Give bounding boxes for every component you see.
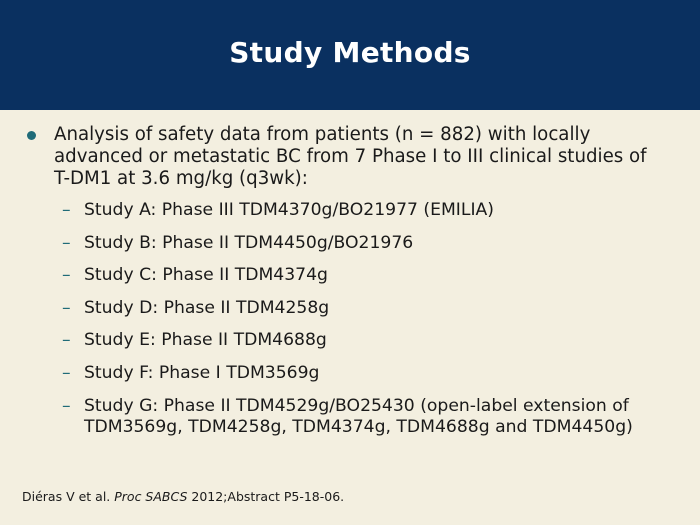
- study-list-item: [0, 200, 700, 221]
- study-list-item-text: Study F: Phase I TDM3569g: [84, 362, 320, 383]
- dash-icon: –: [62, 200, 71, 220]
- study-list-item: [0, 265, 700, 286]
- study-list-item-text: Study C: Phase II TDM4374g: [84, 265, 328, 286]
- citation-authors: Diéras V et al.: [22, 489, 115, 504]
- slide-title: Study Methods: [229, 35, 471, 69]
- main-bullet-text: Analysis of safety data from patients (n = 882) with locally advanced or metastatic BC from 7 Phase I to III clinical studies of T-DM1 at 3.6 mg/kg (q3wk):: [54, 124, 647, 189]
- study-list-item: [0, 330, 700, 351]
- dash-icon: –: [62, 297, 71, 318]
- study-list-item-text: Study G: Phase II TDM4529g/BO25430 (open-label extension of TDM3569g, TDM4258g, TDM4374g, TDM4688g and TDM4450g): [84, 395, 633, 437]
- study-list-item: [0, 363, 700, 384]
- study-list-item: [0, 396, 700, 438]
- study-list-item-text: Study A: Phase III TDM4370g/BO21977 (EMILIA): [84, 200, 494, 220]
- dash-icon: –: [62, 232, 71, 253]
- main-bullet: [0, 124, 700, 190]
- study-list-item: [0, 298, 700, 319]
- slide-content: [0, 124, 700, 449]
- title-bar: [0, 0, 700, 110]
- bullet-dot-icon: [27, 131, 36, 140]
- study-list-item-text: Study D: Phase II TDM4258g: [84, 297, 330, 318]
- dash-icon: –: [62, 265, 71, 286]
- dash-icon: –: [62, 362, 71, 383]
- study-list-item: [0, 233, 700, 254]
- study-list-item-text: Study E: Phase II TDM4688g: [84, 330, 327, 351]
- citation-footer: [22, 489, 344, 504]
- study-list: [0, 200, 700, 438]
- study-list-item-text: Study B: Phase II TDM4450g/BO21976: [84, 232, 414, 253]
- dash-icon: –: [62, 395, 71, 416]
- citation-details: 2012;Abstract P5-18-06.: [187, 489, 345, 504]
- dash-icon: –: [62, 330, 71, 351]
- citation-journal: Proc SABCS: [114, 489, 188, 504]
